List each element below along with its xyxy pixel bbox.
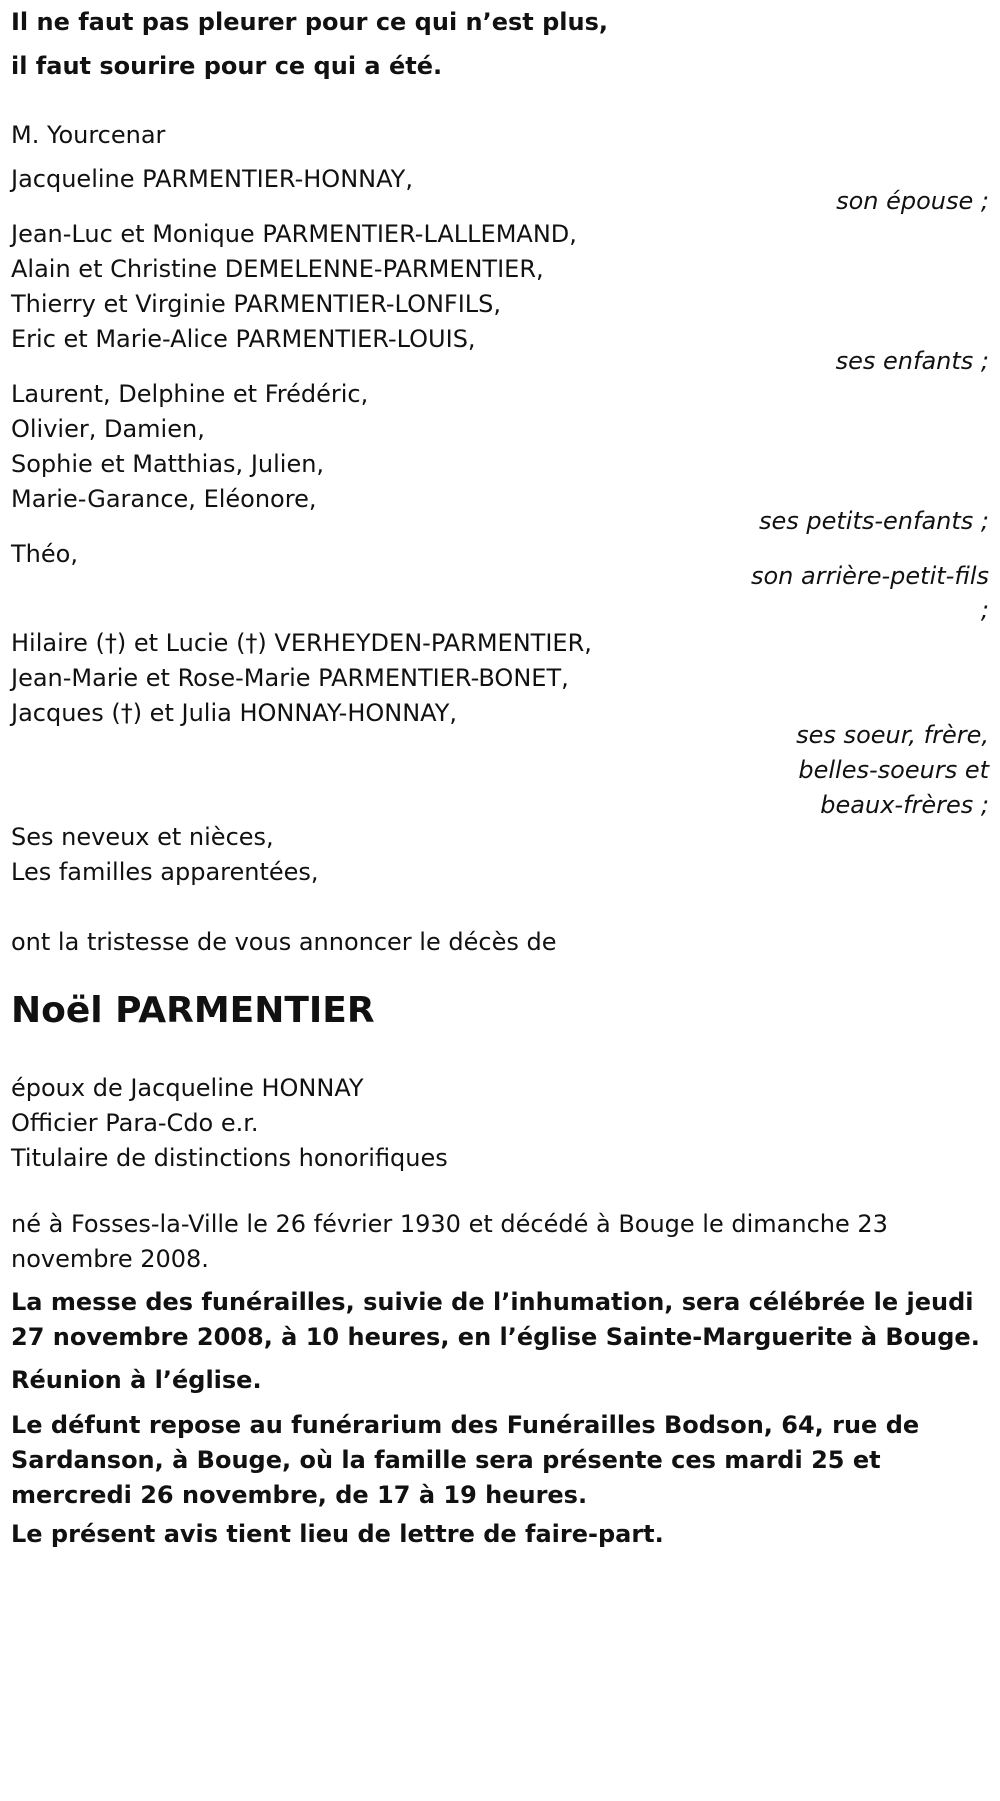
deceased-detail-1: époux de Jacqueline HONNAY (11, 1074, 364, 1102)
grandchild-1: Laurent, Delphine et Frédéric, (11, 380, 369, 408)
grandchild-2: Olivier, Damien, (11, 415, 205, 443)
child-3: Thierry et Virginie PARMENTIER-LONFILS, (11, 290, 502, 318)
deceased-detail-3: Titulaire de distinctions honorifiques (11, 1144, 448, 1172)
funeral-visitation: Le défunt repose au funérarium des Funérailles Bodson, 64, rue de Sardanson, à Bouge, où la famille sera présente ces mardi 25 et mercredi 26 novembre, de 17 à 19 heures. (11, 1411, 920, 1509)
grandchild-4: Marie-Garance, Eléonore, (11, 485, 317, 513)
quote-author: M. Yourcenar (11, 121, 166, 149)
child-4: Eric et Marie-Alice PARMENTIER-LOUIS, (11, 325, 476, 353)
great-grandchild: Théo, (11, 540, 78, 568)
spouse-role: son épouse ; (836, 187, 989, 215)
deceased-detail-2: Officier Para-Cdo e.r. (11, 1109, 259, 1137)
siblings-role-3: beaux-frères ; (820, 791, 989, 819)
sibling-1: Hilaire (†) et Lucie (†) VERHEYDEN-PARMENTIER, (11, 629, 592, 657)
funeral-mass: La messe des funérailles, suivie de l’inhumation, sera célébrée le jeudi 27 novembre 2008, à 10 heures, en l’église Sainte-Marguerite à Bouge. (11, 1288, 980, 1351)
deceased-name: Noël PARMENTIER (11, 990, 375, 1031)
grandchild-3: Sophie et Matthias, Julien, (11, 450, 325, 478)
children-role: ses enfants ; (835, 347, 989, 375)
child-1: Jean-Luc et Monique PARMENTIER-LALLEMAND, (11, 220, 577, 248)
others-2: Les familles apparentées, (11, 858, 319, 886)
quote-line-1: Il ne faut pas pleurer pour ce qui n’est plus, (11, 8, 609, 36)
announcement: ont la tristesse de vous annoncer le décès de (11, 928, 557, 956)
funeral-notice: Le présent avis tient lieu de lettre de faire-part. (11, 1520, 664, 1548)
great-grandchild-role-end: ; (980, 596, 989, 624)
sibling-2: Jean-Marie et Rose-Marie PARMENTIER-BONET, (11, 664, 569, 692)
grandchildren-role: ses petits-enfants ; (758, 507, 989, 535)
others-1: Ses neveux et nièces, (11, 823, 274, 851)
great-grandchild-role: son arrière-petit-fils (750, 562, 989, 590)
quote-line-2: il faut sourire pour ce qui a été. (11, 52, 443, 80)
spouse-name: Jacqueline PARMENTIER-HONNAY, (11, 165, 413, 193)
siblings-role-2: belles-soeurs et (798, 756, 989, 784)
child-2: Alain et Christine DEMELENNE-PARMENTIER, (11, 255, 544, 283)
siblings-role-1: ses soeur, frère, (796, 721, 989, 749)
funeral-meeting: Réunion à l’église. (11, 1366, 262, 1394)
birth-death: né à Fosses-la-Ville le 26 février 1930 et décédé à Bouge le dimanche 23 novembre 2008. (11, 1210, 888, 1273)
sibling-3: Jacques (†) et Julia HONNAY-HONNAY, (11, 699, 458, 727)
